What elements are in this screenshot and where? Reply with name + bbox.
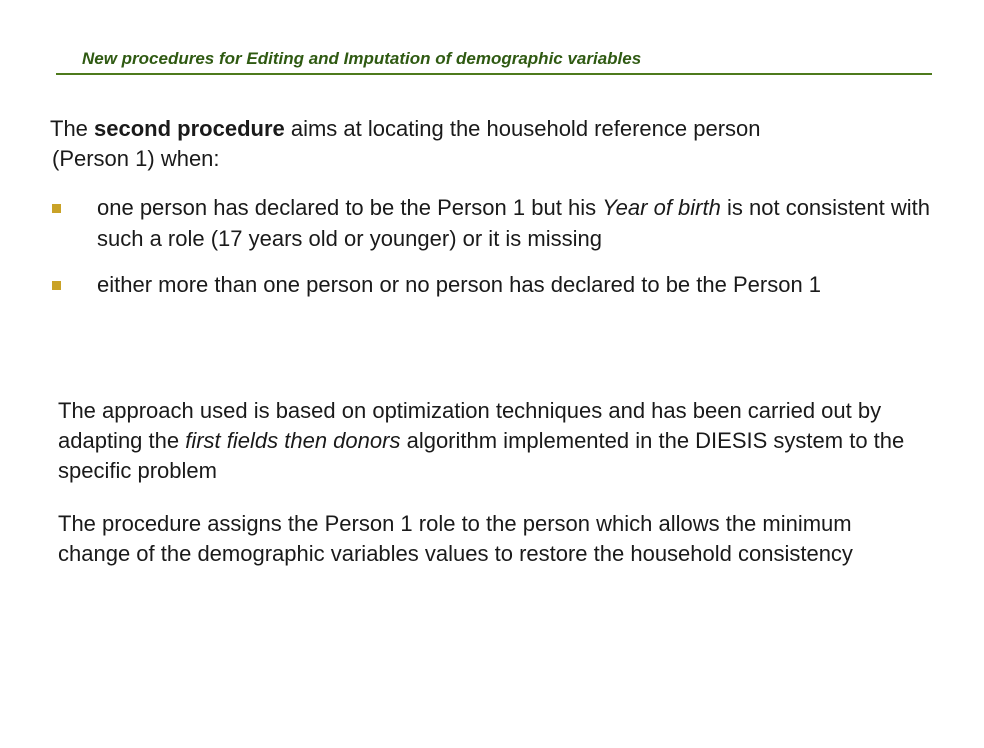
intro-text-bold: second procedure	[94, 116, 285, 141]
bullet-item-1	[48, 192, 930, 254]
slide-header-title: New procedures for Editing and Imputation of demographic variables	[82, 49, 642, 68]
approach-text-post: algorithm implemented in the DIESIS system to the specific problem	[58, 428, 905, 483]
intro-paragraph	[50, 114, 930, 174]
approach-text-pre: The approach used is based on optimization techniques and has been carried out by adapting the	[58, 398, 882, 453]
bullet-1-text-italic: Year of birth	[602, 195, 721, 220]
bullet-1-text-pre: one person has declared to be the Person 1 but his	[97, 195, 603, 220]
intro-text-pre: The	[50, 116, 95, 141]
bullet-item-2	[48, 269, 930, 300]
approach-text-italic: first fields then donors	[185, 428, 401, 453]
procedure-paragraph: The procedure assigns the Person 1 role to the person which allows the minimum change of the demographic variables values to restore the household consistency	[58, 511, 853, 566]
bullet-list	[48, 192, 930, 315]
bullet-1-text-post: is not consistent with such a role (17 years old or younger) or it is missing	[97, 195, 930, 251]
square-bullet-icon	[52, 281, 61, 290]
intro-text-line2: (Person 1) when:	[52, 146, 220, 171]
intro-text-post: aims at locating the household reference person	[284, 116, 761, 141]
header-divider	[56, 73, 932, 75]
approach-paragraph	[58, 396, 928, 486]
square-bullet-icon	[52, 204, 61, 213]
bullet-2-text: either more than one person or no person has declared to be the Person 1	[97, 272, 822, 297]
